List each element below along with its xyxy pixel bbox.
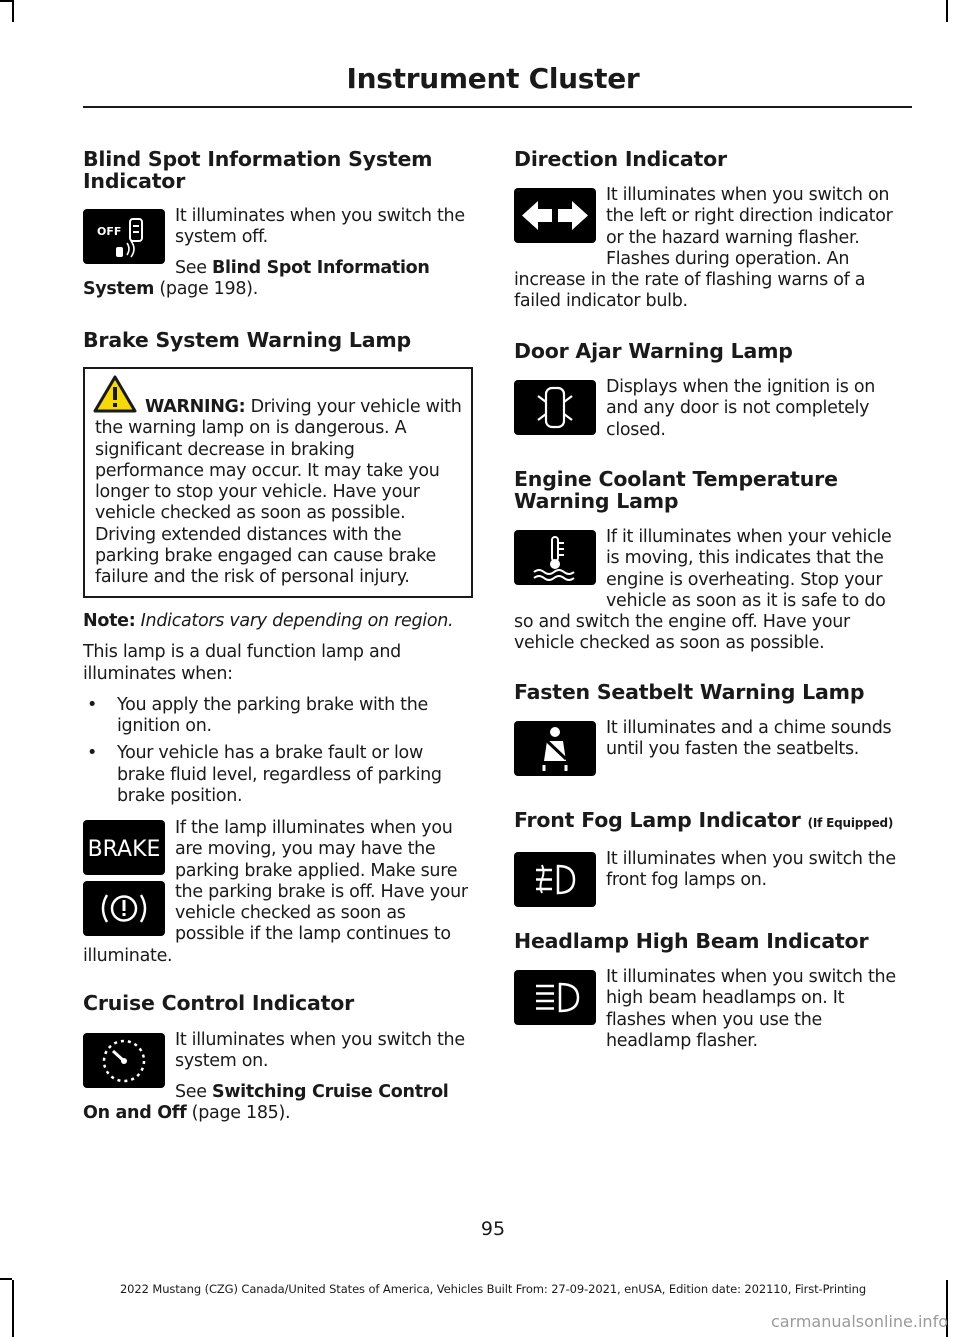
fog-heading: Front Fog Lamp Indicator (If Equipped): [514, 808, 894, 832]
blind-spot-section: [83, 148, 473, 192]
direction-arrows-icon: [514, 188, 596, 243]
high-beam-heading: Headlamp High Beam Indicator: [514, 929, 869, 953]
brake-section: [83, 329, 473, 351]
page-number: 95: [480, 1218, 506, 1240]
fog-section: [514, 809, 914, 834]
cruise-link[interactable]: Switching Cruise Control On and Off: [83, 1081, 449, 1123]
fog-body: [514, 849, 906, 913]
brake-detail: [83, 818, 475, 967]
direction-section: [514, 148, 906, 170]
header-rule: [83, 106, 912, 108]
if-equipped-qualifier: (If Equipped): [807, 816, 894, 830]
footer-text: 2022 Mustang (CZG) Canada/United States of America, Vehicles Built From: 27-09-2021, enUSA, Edition date: 202110, First-Printing: [119, 1282, 867, 1296]
cruise-see-ref: See Switching Cruise Control On and Off (page 185).: [83, 1081, 449, 1123]
high-beam-body: [514, 967, 906, 1052]
brake-intro: This lamp is a dual function lamp and illuminates when:: [83, 642, 401, 684]
seatbelt-text: It illuminates and a chime sounds until you fasten the seatbelts.: [606, 718, 892, 760]
direction-heading: Direction Indicator: [514, 147, 727, 171]
high-beam-icon: [514, 970, 596, 1025]
door-ajar-icon: [514, 380, 596, 435]
fog-text: It illuminates when you switch the front fog lamps on.: [606, 849, 896, 891]
door-ajar-heading: Door Ajar Warning Lamp: [514, 339, 793, 363]
brake-warning-text: WARNING: Driving your vehicle with the warning lamp on is dangerous. A significant decrease in braking performance may occur. It may take you longer to stop your vehicle. Have your vehicle checked as soon as possible. Driving extended distances with the parking brake engaged can cause brake failure and the risk of personal injury.: [95, 397, 462, 588]
watermark: carmanualsonline.info: [770, 1312, 948, 1331]
brake-heading: Brake System Warning Lamp: [83, 328, 412, 352]
brake-detail-text: If the lamp illuminates when you are moving, you may have the parking brake applied. Make sure the parking brake is off. Have your vehicle checked as soon as possible if the lamp continues to illuminate.: [83, 818, 468, 966]
blind-spot-link[interactable]: Blind Spot Information System: [83, 257, 430, 299]
thermometer-icon: [514, 530, 596, 585]
blind-spot-text: It illuminates when you switch the system off.: [175, 206, 465, 248]
blind-spot-heading: Blind Spot Information System Indicator: [83, 147, 433, 193]
high-beam-text: It illuminates when you switch the high beam headlamps on. It flashes when you use the headlamp flasher.: [606, 967, 896, 1051]
coolant-text: If it illuminates when your vehicle is moving, this indicates that the engine is overheating. Stop your vehicle as soon as it is safe to do so and switch the engine off. Have your vehicle checked as soon as possible.: [514, 527, 892, 654]
blind-spot-off-icon: [83, 209, 165, 264]
brake-bullet-list: [83, 695, 475, 807]
crop-mark: [12, 0, 14, 22]
brake-warning-icon: [83, 881, 165, 936]
fog-lamp-icon: [514, 852, 596, 907]
blind-spot-see-ref: See Blind Spot Information System (page 198).: [83, 257, 430, 299]
svg-text:OFF: OFF: [97, 225, 122, 238]
direction-text: It illuminates when you switch on the left or right direction indicator or the hazard warning flasher. Flashes during operation. An increase in the rate of flashing warns of a failed indicator bulb.: [514, 185, 893, 312]
coolant-section: [514, 468, 906, 512]
page-title: Instrument Cluster: [346, 62, 640, 95]
brake-note: Note: Indicators vary depending on region. This lamp is a dual function lamp and illuminates when: • You apply the parking brake with the ignition on. • Your vehicle has a brake fault or low brake fluid level, regardless of parking brake position.: [83, 611, 475, 813]
brake-warning-box: [83, 367, 473, 598]
crop-mark: [0, 1278, 12, 1280]
door-ajar-text: Displays when the ignition is on and any door is not completely closed.: [606, 377, 876, 440]
crop-mark: [0, 0, 12, 2]
svg-text:BRAKE: BRAKE: [87, 837, 161, 862]
crop-mark: [946, 0, 948, 22]
brake-text-icon: [83, 820, 165, 875]
door-ajar-body: [514, 377, 906, 441]
door-ajar-section: [514, 340, 906, 362]
high-beam-section: [514, 930, 906, 952]
speedometer-icon: [83, 1033, 165, 1088]
seatbelt-section: [514, 681, 906, 703]
seatbelt-heading: Fasten Seatbelt Warning Lamp: [514, 680, 865, 704]
seatbelt-body: [514, 718, 906, 782]
brake-icons: [83, 820, 165, 936]
list-item: • Your vehicle has a brake fault or low brake fluid level, regardless of parking brake position.: [83, 743, 475, 807]
cruise-body: [83, 1030, 475, 1124]
list-item: • You apply the parking brake with the ignition on.: [83, 695, 475, 738]
cruise-heading: Cruise Control Indicator: [83, 991, 354, 1015]
warning-triangle-icon: [93, 375, 137, 417]
direction-body: [514, 185, 906, 313]
coolant-heading: Engine Coolant Temperature Warning Lamp: [514, 467, 838, 513]
cruise-section: [83, 992, 473, 1014]
blind-spot-body: [83, 206, 475, 300]
coolant-body: [514, 527, 906, 655]
seatbelt-icon: [514, 721, 596, 776]
cruise-text: It illuminates when you switch the system on.: [175, 1030, 465, 1072]
